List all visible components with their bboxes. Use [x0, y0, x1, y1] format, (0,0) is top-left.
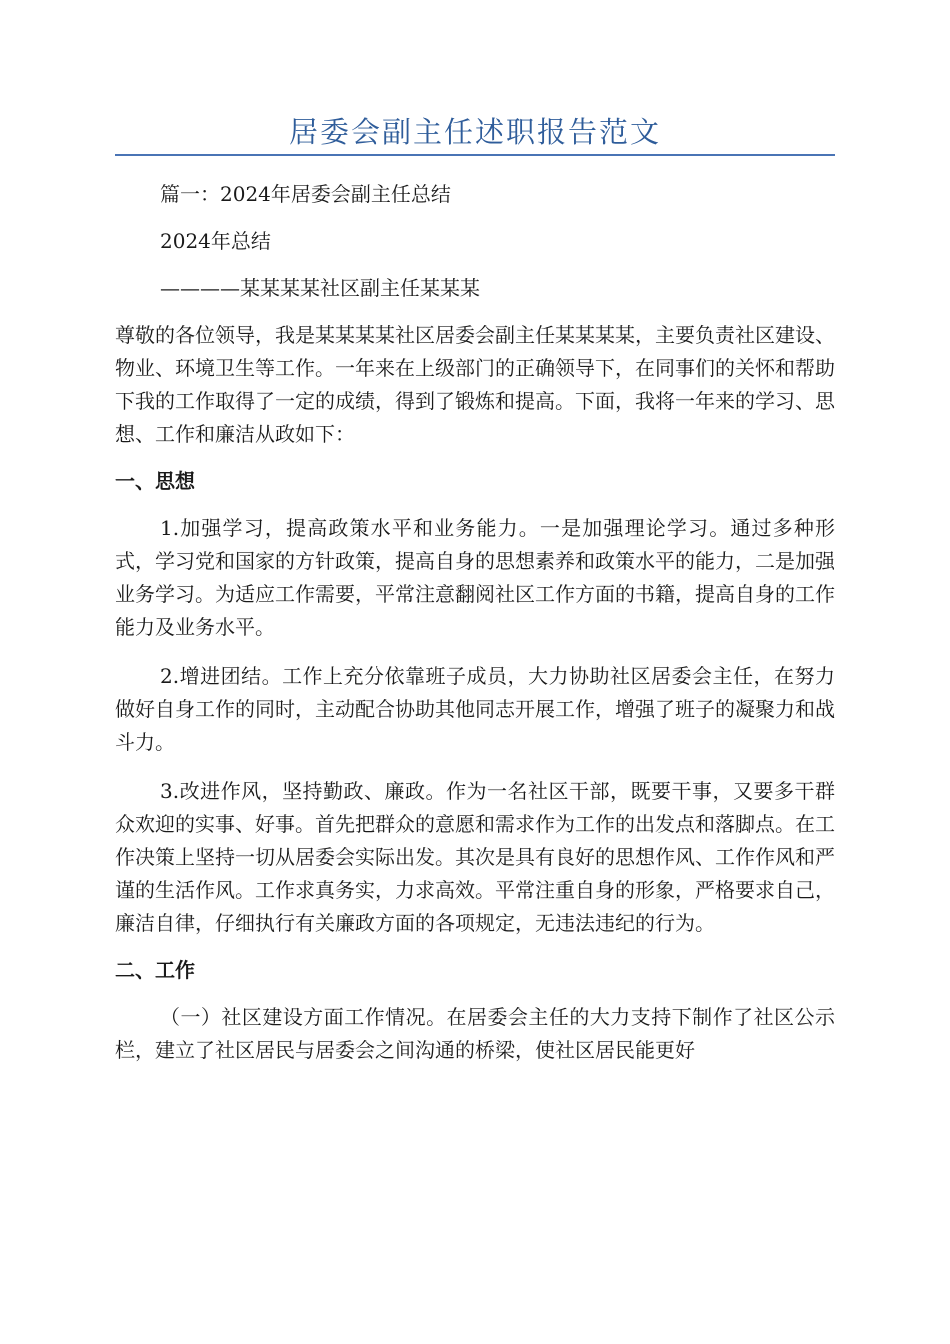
sub-heading: 篇一：2024年居委会副主任总结 [160, 182, 451, 206]
paragraph-study: 1.加强学习，提高政策水平和业务能力。一是加强理论学习。通过多种形式，学习党和国家的方针政策，提高自身的思想素养和政策水平的能力，二是加强业务学习。为适应工作需要，平常注意翻阅社区工作方面的书籍，提高自身的工作能力及业务水平。 [115, 516, 835, 639]
title-underline [115, 154, 835, 156]
paragraph-community: （一）社区建设方面工作情况。在居委会主任的大力支持下制作了社区公示栏，建立了社区居民与居委会之间沟通的桥梁，使社区居民能更好 [115, 1005, 835, 1062]
author-line: ————某某某某社区副主任某某某 [160, 276, 480, 300]
section-heading-thought: 一、思想 [115, 469, 195, 493]
section-heading-work: 二、工作 [115, 958, 195, 982]
document-title: 居委会副主任述职报告范文 [288, 115, 661, 149]
intro-paragraph: 尊敬的各位领导，我是某某某某社区居委会副主任某某某某，主要负责社区建设、物业、环境卫生等工作。一年来在上级部门的正确领导下，在同事们的关怀和帮助下我的工作取得了一定的成绩，得到了锻炼和提高。下面，我将一年来的学习、思想、工作和廉洁从政如下： [115, 323, 835, 446]
document-body [115, 178, 835, 1067]
paragraph-style: 3.改进作风，坚持勤政、廉政。作为一名社区干部，既要干事，又要多干群众欢迎的实事、好事。首先把群众的意愿和需求作为工作的出发点和落脚点。在工作决策上坚持一切从居委会实际出发。其次是具有良好的思想作风、工作作风和严谨的生活作风。工作求真务实，力求高效。平常注重自身的形象，严格要求自己，廉洁自律，仔细执行有关廉政方面的各项规定，无违法违纪的行为。 [115, 779, 835, 935]
summary-label: 2024年总结 [160, 229, 271, 253]
paragraph-unity: 2.增进团结。工作上充分依靠班子成员，大力协助社区居委会主任，在努力做好自身工作的同时，主动配合协助其他同志开展工作，增强了班子的凝聚力和战斗力。 [115, 664, 835, 754]
